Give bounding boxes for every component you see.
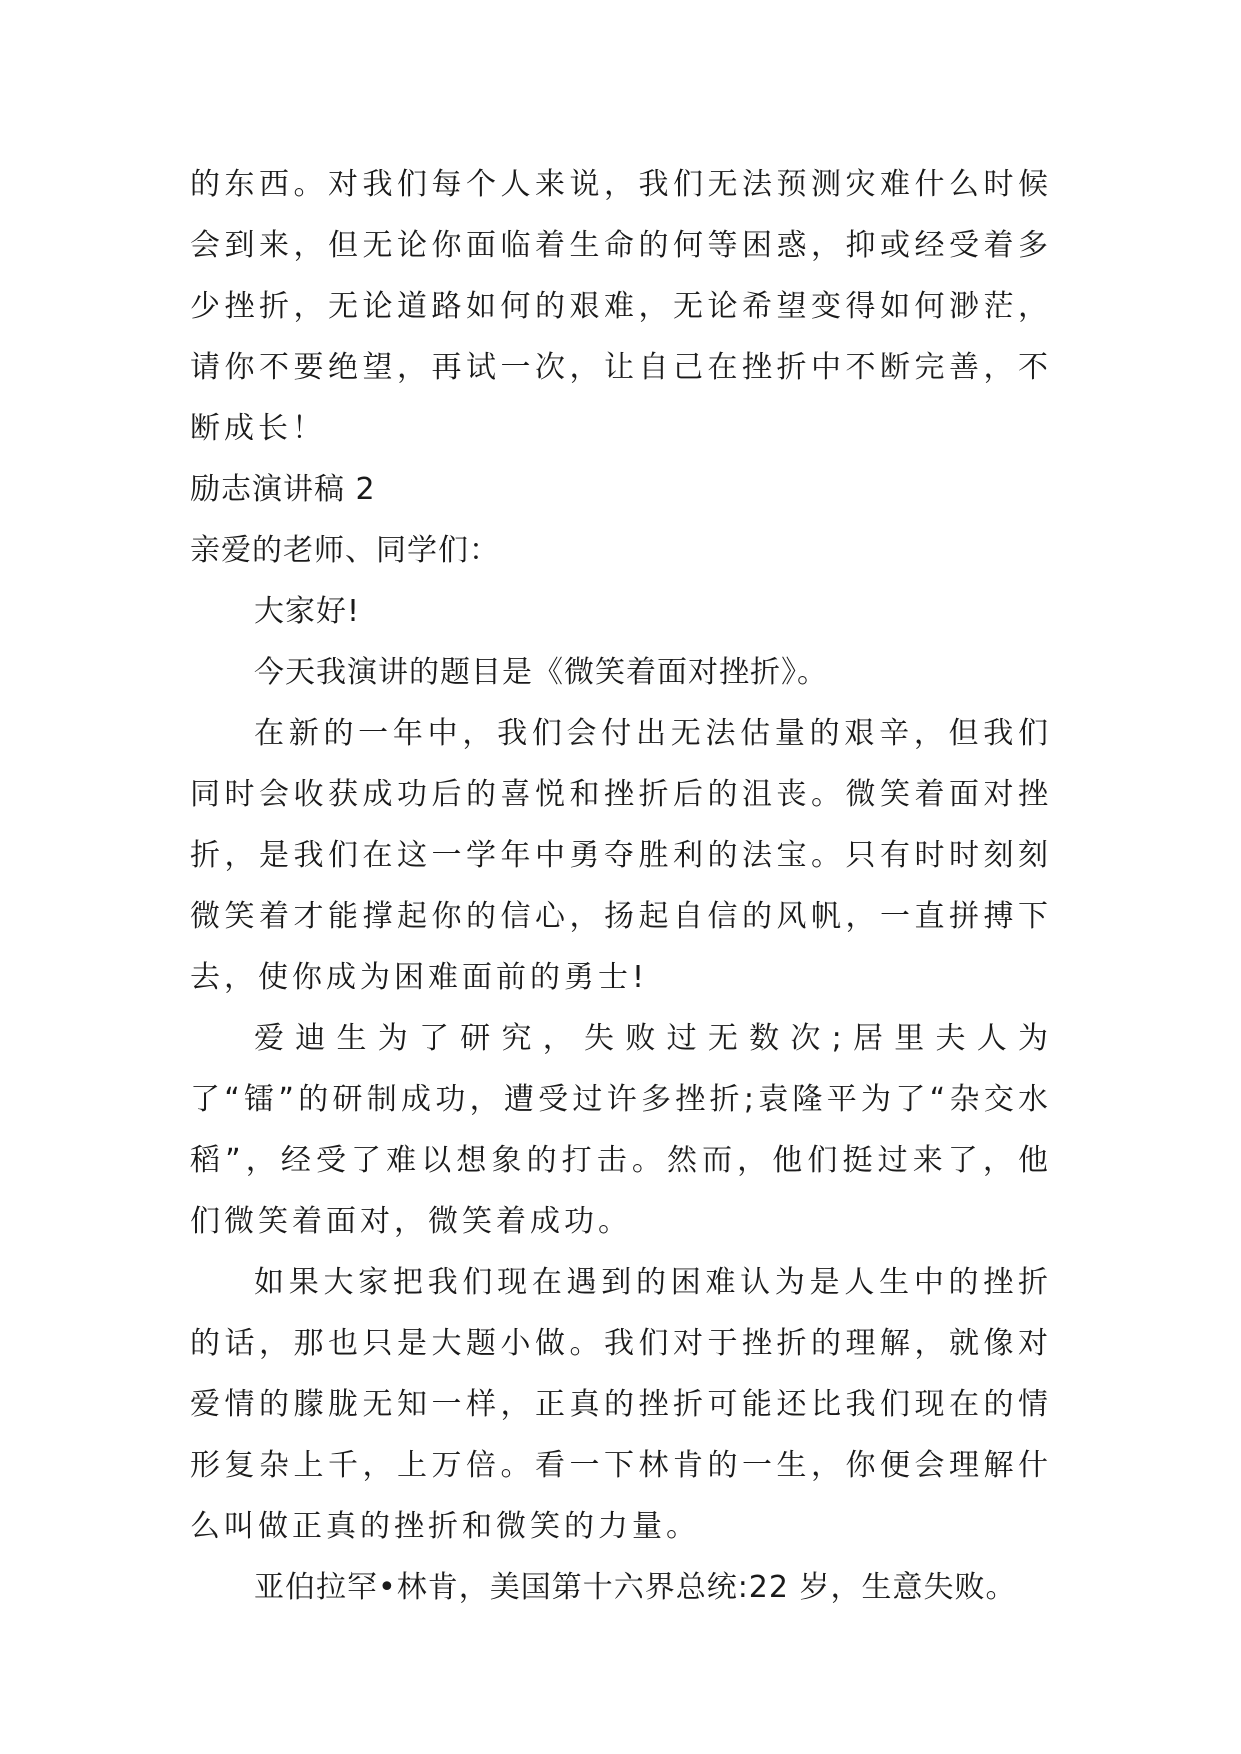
speech-topic: 今天我演讲的题目是《微笑着面对挫折》。: [254, 655, 828, 690]
speech-title: 励志演讲稿 2: [190, 472, 376, 507]
body-paragraph: 爱迪生为了研究，失败过无数次;居里夫人为了“镭”的研制成功，遭受过许多挫折;袁隆平为了“杂交水稻”，经受了难以想象的打击。然而，他们挺过来了，他们微笑着面对，微笑着成功。: [190, 1021, 1052, 1239]
body-paragraph: 亚伯拉罕•林肯，美国第十六界总统:22 岁，生意失败。: [254, 1570, 1017, 1605]
greeting: 大家好!: [254, 594, 361, 629]
body-paragraph: 如果大家把我们现在遇到的困难认为是人生中的挫折的话，那也只是大题小做。我们对于挫折的理解，就像对爱情的朦胧无知一样，正真的挫折可能还比我们现在的情形复杂上千，上万倍。看一下林肯的一生，你便会理解什么叫做正真的挫折和微笑的力量。: [190, 1265, 1052, 1544]
salutation: 亲爱的老师、同学们：: [190, 533, 500, 568]
paragraph-continued: 的东西。对我们每个人来说，我们无法预测灾难什么时候会到来，但无论你面临着生命的何等困惑，抑或经受着多少挫折，无论道路如何的艰难，无论希望变得如何渺茫，请你不要绝望，再试一次，让自己在挫折中不断完善，不断成长！: [190, 167, 1052, 446]
document-body: [190, 154, 1052, 1618]
body-paragraph: 在新的一年中，我们会付出无法估量的艰辛，但我们同时会收获成功后的喜悦和挫折后的沮丧。微笑着面对挫折，是我们在这一学年中勇夺胜利的法宝。只有时时刻刻微笑着才能撑起你的信心，扬起自信的风帆，一直拼搏下去，使你成为困难面前的勇士!: [190, 716, 1052, 995]
